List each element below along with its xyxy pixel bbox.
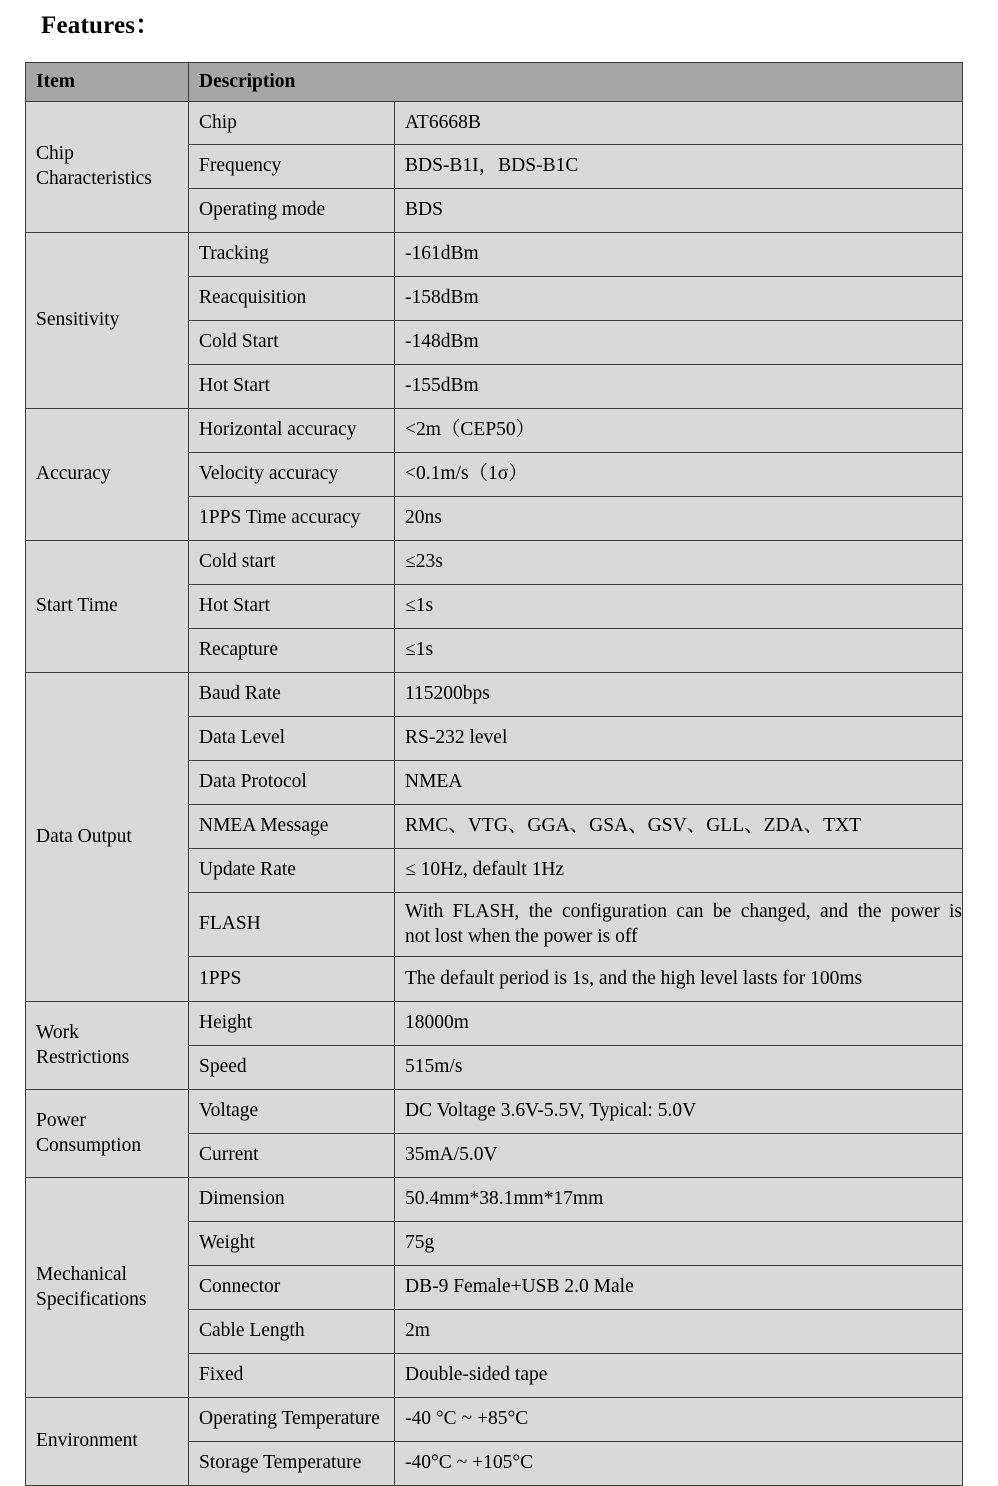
group-label-start-time: Start Time	[26, 541, 189, 673]
row-subitem: Update Rate	[189, 849, 395, 893]
row-value: -40 °C ~ +85°C	[395, 1398, 963, 1442]
page-title: Features：	[41, 12, 161, 39]
row-subitem: Baud Rate	[189, 673, 395, 717]
column-header-description: Description	[189, 63, 963, 102]
row-subitem: Operating Temperature	[189, 1398, 395, 1442]
row-value-line2: not lost when the power is off	[405, 925, 638, 947]
row-subitem: Storage Temperature	[189, 1442, 395, 1486]
row-value: NMEA	[395, 761, 963, 805]
row-subitem: Cable Length	[189, 1310, 395, 1354]
group-label-sensitivity: Sensitivity	[26, 233, 189, 409]
row-subitem: Operating mode	[189, 189, 395, 233]
row-subitem: FLASH	[189, 893, 395, 957]
row-subitem: Recapture	[189, 629, 395, 673]
row-value: 35mA/5.0V	[395, 1134, 963, 1178]
row-value: 115200bps	[395, 673, 963, 717]
group-label-line1: Power	[36, 1109, 86, 1131]
row-subitem: Connector	[189, 1266, 395, 1310]
group-label-mechanical-specifications	[26, 1178, 189, 1398]
row-subitem: Data Level	[189, 717, 395, 761]
row-subitem: Chip	[189, 102, 395, 145]
row-subitem: Hot Start	[189, 585, 395, 629]
row-value: 18000m	[395, 1002, 963, 1046]
row-subitem: Fixed	[189, 1354, 395, 1398]
table-header	[26, 63, 963, 102]
row-value	[395, 893, 963, 957]
row-subitem: Cold start	[189, 541, 395, 585]
group-label-line1: Chip	[36, 143, 74, 165]
row-value: DB-9 Female+USB 2.0 Male	[395, 1266, 963, 1310]
row-value: AT6668B	[395, 102, 963, 145]
row-subitem: Reacquisition	[189, 277, 395, 321]
row-value: ≤ 10Hz, default 1Hz	[395, 849, 963, 893]
row-subitem: Frequency	[189, 145, 395, 189]
row-value: -158dBm	[395, 277, 963, 321]
group-label-line2: Specifications	[36, 1288, 147, 1310]
row-value: 2m	[395, 1310, 963, 1354]
table-row	[26, 233, 963, 277]
row-subitem: Current	[189, 1134, 395, 1178]
row-value: <2m（CEP50）	[395, 409, 963, 453]
row-subitem: Data Protocol	[189, 761, 395, 805]
row-value: -148dBm	[395, 321, 963, 365]
row-value: The default period is 1s, and the high level lasts for 100ms	[395, 957, 963, 1002]
group-label-environment: Environment	[26, 1398, 189, 1486]
row-subitem: Voltage	[189, 1090, 395, 1134]
row-value: BDS-B1I，BDS-B1C	[395, 145, 963, 189]
table-row	[26, 1090, 963, 1134]
row-value: 50.4mm*38.1mm*17mm	[395, 1178, 963, 1222]
row-value: ≤23s	[395, 541, 963, 585]
row-value: RMC、VTG、GGA、GSA、GSV、GLL、ZDA、TXT	[395, 805, 963, 849]
row-value: -155dBm	[395, 365, 963, 409]
row-subitem: Velocity accuracy	[189, 453, 395, 497]
group-label-line1: Mechanical	[36, 1263, 127, 1285]
row-subitem: Dimension	[189, 1178, 395, 1222]
row-subitem: Hot Start	[189, 365, 395, 409]
table-row	[26, 1398, 963, 1442]
group-label-chip-characteristics	[26, 102, 189, 233]
row-value: DC Voltage 3.6V-5.5V, Typical: 5.0V	[395, 1090, 963, 1134]
row-value: 75g	[395, 1222, 963, 1266]
row-value: 20ns	[395, 497, 963, 541]
table-row	[26, 409, 963, 453]
row-subitem: 1PPS	[189, 957, 395, 1002]
features-specification-table	[25, 62, 963, 1486]
row-value: <0.1m/s（1σ）	[395, 453, 963, 497]
row-subitem: Horizontal accuracy	[189, 409, 395, 453]
column-header-item: Item	[26, 63, 189, 102]
row-value: -161dBm	[395, 233, 963, 277]
table-body	[26, 102, 963, 1486]
row-value: Double-sided tape	[395, 1354, 963, 1398]
table-header-row	[26, 63, 963, 102]
group-label-line2: Consumption	[36, 1134, 142, 1156]
row-subitem: 1PPS Time accuracy	[189, 497, 395, 541]
table-row	[26, 673, 963, 717]
row-value: RS-232 level	[395, 717, 963, 761]
row-value: 515m/s	[395, 1046, 963, 1090]
table-row	[26, 1178, 963, 1222]
group-label-line2: Restrictions	[36, 1046, 130, 1068]
group-label-power-consumption	[26, 1090, 189, 1178]
group-label-line1: Work	[36, 1021, 79, 1043]
row-value: ≤1s	[395, 629, 963, 673]
row-subitem: Speed	[189, 1046, 395, 1090]
row-value: BDS	[395, 189, 963, 233]
row-subitem: Tracking	[189, 233, 395, 277]
row-subitem: NMEA Message	[189, 805, 395, 849]
group-label-data-output: Data Output	[26, 673, 189, 1002]
row-subitem: Height	[189, 1002, 395, 1046]
table-row	[26, 102, 963, 145]
table-row	[26, 1002, 963, 1046]
row-value-line1: With FLASH, the configuration can be changed, and the power is	[405, 900, 962, 922]
row-value: -40°C ~ +105°C	[395, 1442, 963, 1486]
row-value: ≤1s	[395, 585, 963, 629]
table-row	[26, 541, 963, 585]
row-subitem: Cold Start	[189, 321, 395, 365]
group-label-work-restrictions	[26, 1002, 189, 1090]
group-label-line2: Characteristics	[36, 168, 152, 189]
group-label-accuracy: Accuracy	[26, 409, 189, 541]
row-subitem: Weight	[189, 1222, 395, 1266]
